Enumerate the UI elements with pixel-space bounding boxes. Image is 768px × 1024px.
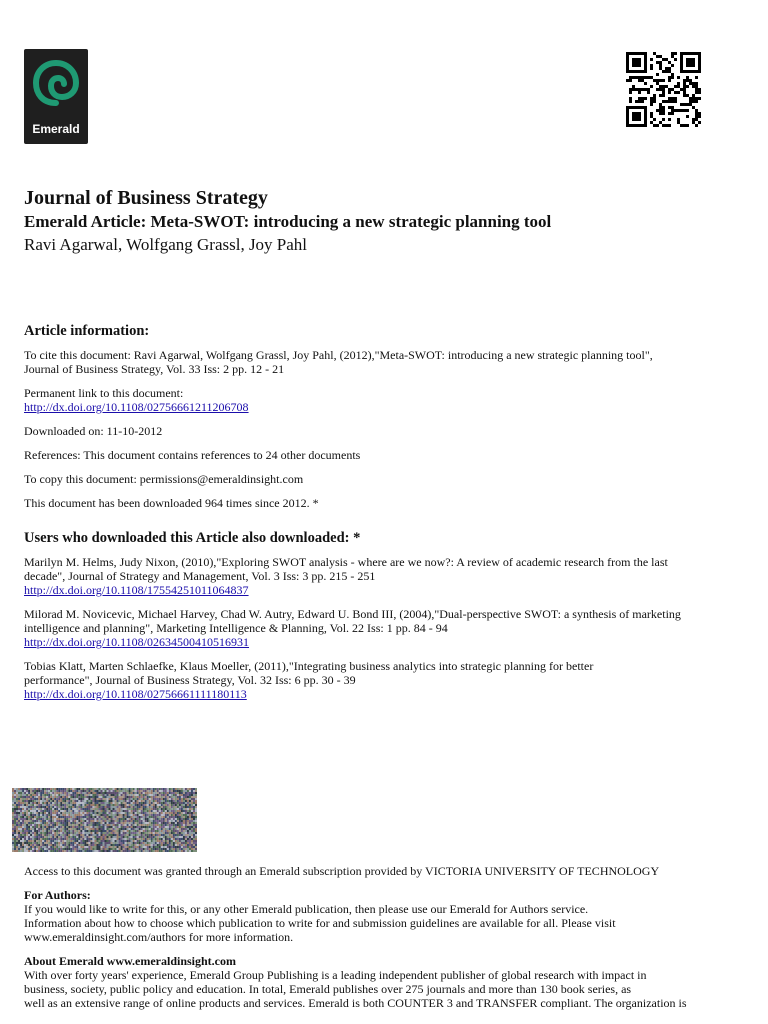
related-doi-link[interactable]: http://dx.doi.org/10.1108/02756661111180113 bbox=[24, 687, 247, 701]
related-citation-line-2: decade", Journal of Strategy and Management, Vol. 3 Iss: 3 pp. 215 - 251 bbox=[24, 569, 376, 583]
article-info-heading: Article information: bbox=[24, 323, 150, 339]
list-item bbox=[24, 607, 746, 649]
downloaded-on: Downloaded on: 11-10-2012 bbox=[24, 424, 163, 438]
emerald-logo bbox=[24, 49, 88, 144]
title-block bbox=[24, 186, 744, 257]
about-line-2: business, society, public policy and education. In total, Emerald publishes over 275 journals and more than 130 book series, as bbox=[24, 982, 632, 996]
permanent-link[interactable]: http://dx.doi.org/10.1108/02756661211206708 bbox=[24, 400, 249, 414]
main-content bbox=[24, 322, 746, 701]
footer bbox=[24, 864, 740, 1010]
for-authors-line-1: If you would like to write for this, or any other Emerald publication, then please use our Emerald for Authors service. bbox=[24, 902, 589, 916]
access-statement: Access to this document was granted through an Emerald subscription provided by VICTORIA UNIVERSITY OF TECHNOLOGY bbox=[24, 864, 660, 878]
for-authors-line-2: Information about how to choose which publication to write for and submission guidelines are available for all. Please visit bbox=[24, 916, 616, 930]
related-citation-line-1: Tobias Klatt, Marten Schlaefke, Klaus Moeller, (2011),"Integrating business analytics into strategic planning for better bbox=[24, 659, 594, 673]
qr-code bbox=[626, 52, 701, 127]
related-citation-line-2: intelligence and planning", Marketing Intelligence & Planning, Vol. 22 Iss: 1 pp. 84 - 94 bbox=[24, 621, 448, 635]
article-authors: Ravi Agarwal, Wolfgang Grassl, Joy Pahl bbox=[24, 235, 308, 254]
related-citation-line-2: performance", Journal of Business Strategy, Vol. 32 Iss: 6 pp. 30 - 39 bbox=[24, 673, 356, 687]
emerald-swirl-icon bbox=[30, 55, 82, 115]
also-downloaded-heading: Users who downloaded this Article also downloaded: * bbox=[24, 530, 361, 546]
list-item bbox=[24, 659, 746, 701]
about-line-1: With over forty years' experience, Emerald Group Publishing is a leading independent publisher of global research with impact in bbox=[24, 968, 647, 982]
cite-line-1: To cite this document: Ravi Agarwal, Wolfgang Grassl, Joy Pahl, (2012),"Meta-SWOT: introducing a new strategic planning tool", bbox=[24, 348, 653, 362]
related-citation-line-1: Marilyn M. Helms, Judy Nixon, (2010),"Exploring SWOT analysis - where are we now?: A review of academic research from the last bbox=[24, 555, 668, 569]
for-authors-heading: For Authors: bbox=[24, 888, 91, 902]
cite-line-2: Journal of Business Strategy, Vol. 33 Iss: 2 pp. 12 - 21 bbox=[24, 362, 285, 376]
journal-title: Journal of Business Strategy bbox=[24, 187, 268, 209]
article-title: Emerald Article: Meta-SWOT: introducing a new strategic planning tool bbox=[24, 212, 552, 231]
logo-text: Emerald bbox=[32, 122, 80, 136]
about-emerald-heading: About Emerald www.emeraldinsight.com bbox=[24, 954, 236, 968]
related-doi-link[interactable]: http://dx.doi.org/10.1108/17554251011064837 bbox=[24, 583, 249, 597]
download-count: This document has been downloaded 964 times since 2012. * bbox=[24, 496, 319, 510]
related-doi-link[interactable]: http://dx.doi.org/10.1108/02634500410516931 bbox=[24, 635, 250, 649]
related-citation-line-1: Milorad M. Novicevic, Michael Harvey, Chad W. Autry, Edward U. Bond III, (2004),"Dual-perspective SWOT: a synthesis of marketing bbox=[24, 607, 681, 621]
for-authors-line-3: www.emeraldinsight.com/authors for more information. bbox=[24, 930, 294, 944]
list-item bbox=[24, 555, 746, 597]
download-watermark-image bbox=[12, 788, 197, 852]
references-count: References: This document contains references to 24 other documents bbox=[24, 448, 361, 462]
about-line-3: well as an extensive range of online products and services. Emerald is both COUNTER 3 and TRANSFER compliant. The organization is bbox=[24, 996, 687, 1010]
permanent-link-label: Permanent link to this document: bbox=[24, 386, 184, 400]
copy-permissions: To copy this document: permissions@emeraldinsight.com bbox=[24, 472, 304, 486]
